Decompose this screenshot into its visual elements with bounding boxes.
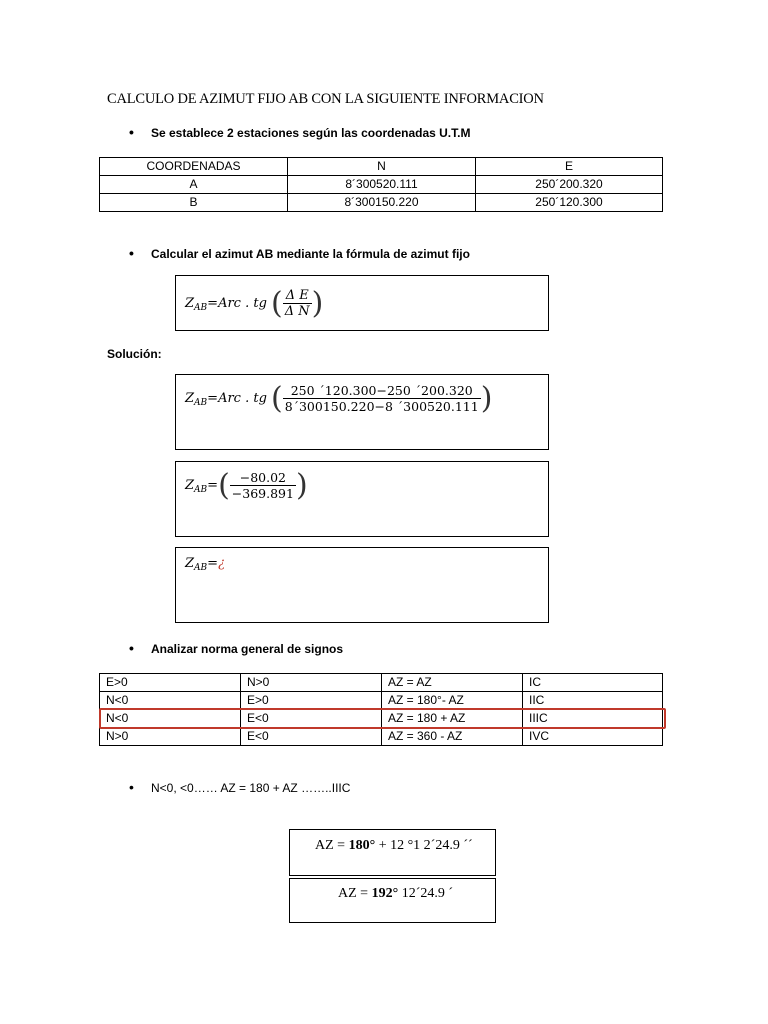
table-cell: IC (523, 674, 663, 692)
table-cell: N>0 (100, 728, 241, 746)
coordinates-table (99, 157, 663, 212)
bullet-dot: • (129, 124, 134, 140)
formula-z: Z (185, 391, 195, 406)
table-row (100, 674, 663, 692)
table-header-row (100, 158, 663, 176)
formula-arc: Arc . tg (218, 391, 267, 406)
table-cell: 250´120.300 (476, 194, 663, 212)
table-cell: E>0 (241, 692, 382, 710)
table-row (100, 194, 663, 212)
step2-denominator: −369.891 (231, 486, 294, 501)
formula-eq: = (207, 556, 219, 571)
step3-formula (185, 556, 225, 573)
bullet-conclusion (129, 779, 351, 795)
header-cell: N (288, 158, 476, 176)
formula-sub: AB (194, 303, 208, 313)
step2-numerator: −80.02 (230, 470, 296, 486)
table-cell: E>0 (100, 674, 241, 692)
table-cell: AZ = 180 + AZ (382, 710, 523, 728)
header-cell: COORDENADAS (100, 158, 288, 176)
formula-fraction (283, 288, 312, 319)
bullet-dot: • (129, 779, 134, 795)
formula-z: Z (185, 296, 195, 311)
table-row (100, 728, 663, 746)
bullet-text: Calcular el azimut AB mediante la fórmula de azimut fijo (151, 247, 470, 261)
table-cell: 8´300520.111 (288, 176, 476, 194)
table-cell: E<0 (241, 710, 382, 728)
az-expression-2 (338, 886, 453, 902)
bullet-dot: • (129, 245, 134, 261)
solution-step-3-box (175, 547, 549, 623)
table-cell: A (100, 176, 288, 194)
formula-arc: Arc . tg (218, 296, 267, 311)
solution-step-2-box (175, 461, 549, 537)
formula-z: Z (185, 478, 195, 493)
bullet-text: N<0, <0…… AZ = 180 + AZ ……..IIIC (151, 781, 351, 795)
az-eq: = (337, 838, 346, 853)
formula-denominator: Δ N (284, 304, 310, 319)
formula-sub: AB (194, 563, 208, 573)
formula-eq: = (207, 391, 219, 406)
table-row (100, 176, 663, 194)
row-highlight-box (99, 708, 666, 729)
formula-sub: AB (194, 398, 208, 408)
az-degrees: 192° (371, 886, 399, 901)
formula-eq: = (207, 296, 219, 311)
table-cell: IIC (523, 692, 663, 710)
solution-step-1-box (175, 374, 549, 450)
az-rest: + 12 °1 2´24.9 ´´ (378, 838, 473, 853)
formula-box (175, 275, 549, 331)
formula-numerator: Δ E (283, 288, 312, 304)
az-rest: 12´24.9 ´ (401, 886, 454, 901)
table-cell: AZ = AZ (382, 674, 523, 692)
header-cell: E (476, 158, 663, 176)
bullet-text: Se establece 2 estaciones según las coordenadas U.T.M (151, 126, 471, 140)
formula-sub: AB (194, 485, 208, 495)
bullet-dot: • (129, 640, 134, 656)
table-cell: N<0 (100, 692, 241, 710)
step2-fraction (230, 470, 296, 501)
step1-denominator: 8´300150.220−8 ´300520.111 (284, 399, 479, 414)
table-cell: N<0 (100, 710, 241, 728)
table-cell: IIIC (523, 710, 663, 728)
az-expression-1 (315, 838, 473, 854)
step1-fraction (283, 383, 481, 414)
bullet-formula (129, 245, 470, 261)
az-lhs: AZ (315, 838, 334, 853)
az-lhs: AZ (338, 886, 357, 901)
bullet-signs (129, 640, 344, 656)
az-result-box-1 (289, 829, 496, 876)
step1-numerator: 250 ´120.300−250 ´200.320 (283, 383, 481, 399)
solution-label: Solución: (107, 347, 162, 361)
step1-formula: $Z_{AB}=Arc$ . tg ( $\frac{250 ´120.300-250 ´200.320}{8´300150.220-8 ´300520.111}$ ) (185, 381, 493, 416)
table-row (100, 692, 663, 710)
step3-result: ¿ (218, 556, 226, 571)
table-cell: AZ = 360 - AZ (382, 728, 523, 746)
table-cell: B (100, 194, 288, 212)
azimuth-formula: $Z_{AB}=Arc$ . tg ( $\frac{\text{Δ E}}{\text{Δ N}}$ ) (185, 286, 324, 321)
bullet-text: Analizar norma general de signos (151, 642, 344, 656)
table-cell: E<0 (241, 728, 382, 746)
formula-eq: = (207, 478, 219, 493)
formula-z: Z (185, 556, 195, 571)
bullet-coordinates (129, 124, 471, 140)
table-cell: 250´200.320 (476, 176, 663, 194)
table-cell: 8´300150.220 (288, 194, 476, 212)
az-result-box-2 (289, 878, 496, 923)
page-title: CALCULO DE AZIMUT FIJO AB CON LA SIGUIENTE INFORMACION (107, 91, 544, 107)
az-degrees: 180° (348, 838, 376, 853)
table-cell: AZ = 180°- AZ (382, 692, 523, 710)
step2-formula: $Z_{AB}=$( $\frac{-80.02}{-369.891}$ ) (185, 468, 308, 503)
table-cell: N>0 (241, 674, 382, 692)
az-eq: = (360, 886, 369, 901)
table-cell: IVC (523, 728, 663, 746)
